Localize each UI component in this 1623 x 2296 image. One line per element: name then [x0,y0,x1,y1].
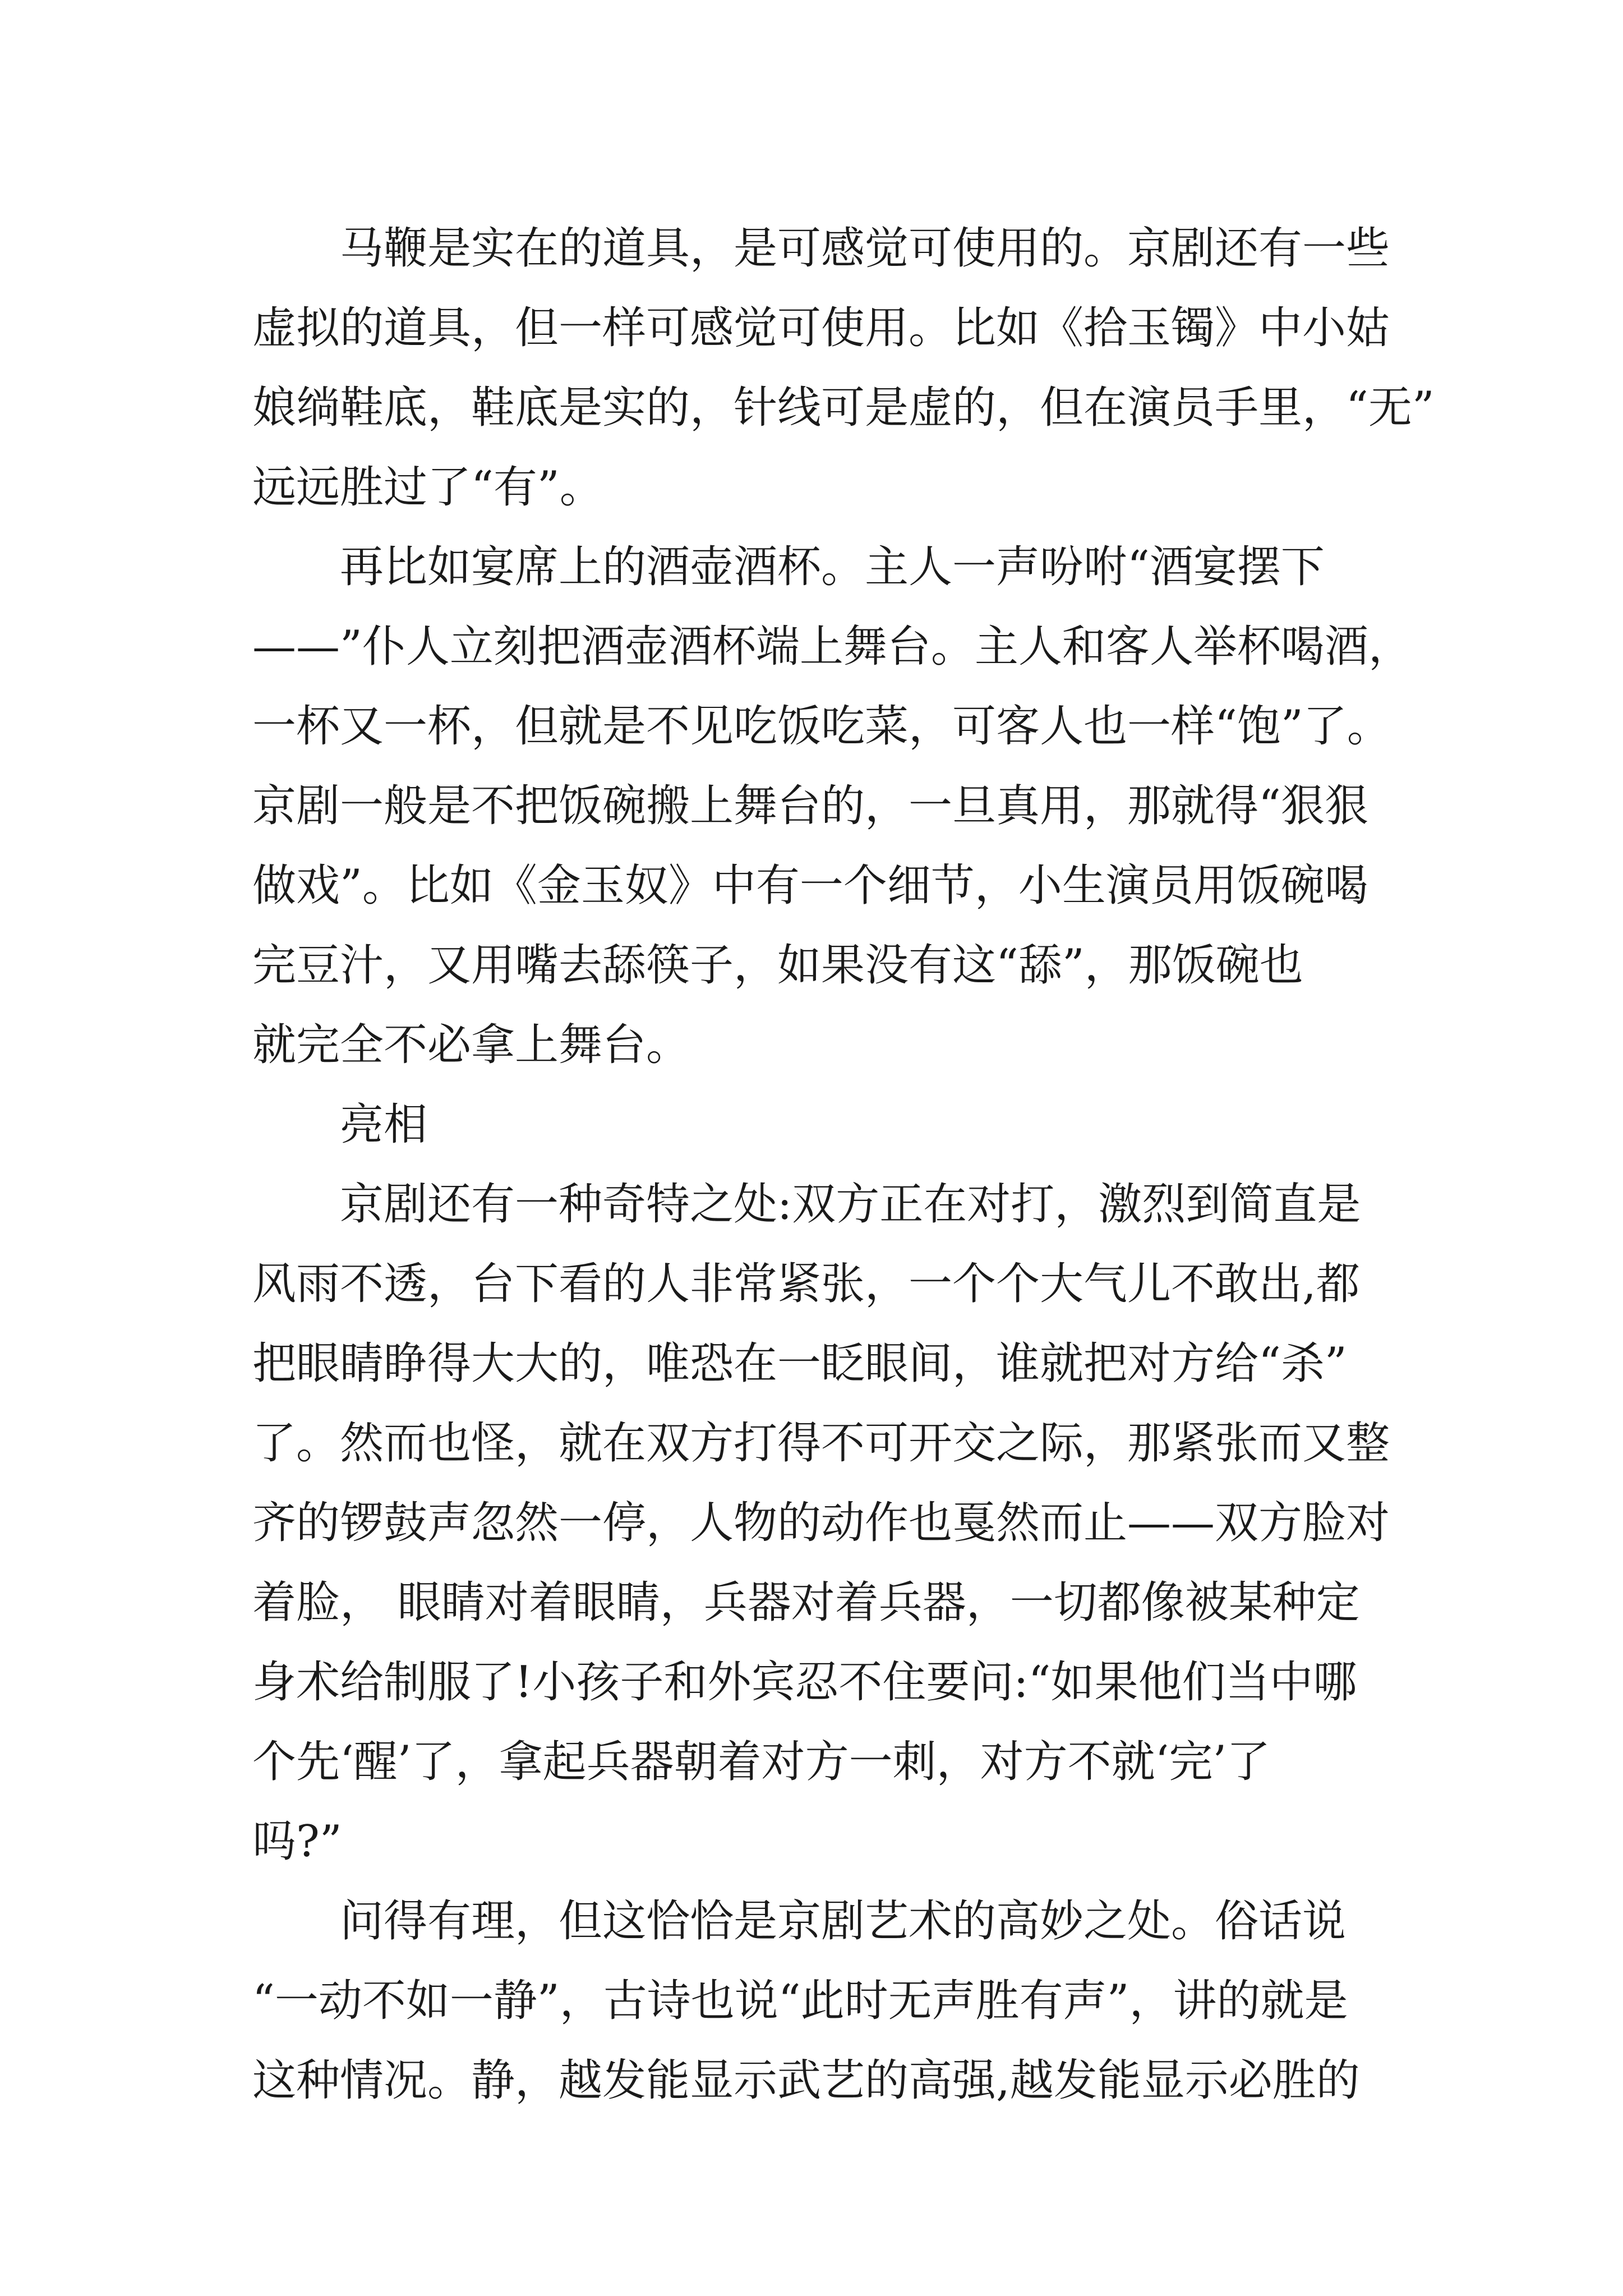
text-line: 着脸， 眼睛对着眼睛，兵器对着兵器，一切都像被某种定 [252,1577,1360,1628]
text-line: 把眼睛睁得大大的，唯恐在一眨眼间，谁就把对方给“杀” [252,1338,1347,1389]
text-line: 问得有理，但这恰恰是京剧艺术的高妙之处。俗话说 [340,1896,1347,1947]
text-line: ——”仆人立刻把酒壶酒杯端上舞台。主人和客人举杯喝酒， [252,622,1412,672]
text-line: 做戏”。比如《金玉奴》中有一个细节，小生演员用饭碗喝 [252,861,1368,911]
text-line: 京剧还有一种奇特之处:双方正在对打，激烈到简直是 [340,1179,1361,1230]
text-line: 马鞭是实在的道具，是可感觉可使用的。京剧还有一些 [340,223,1390,274]
text-line: 远远胜过了“有”。 [252,462,603,513]
text-line: 了。然而也怪，就在双方打得不可开交之际，那紧张而又整 [252,1418,1390,1469]
text-line: 再比如宴席上的酒壶酒杯。主人一声吩咐“酒宴摆下 [340,542,1325,592]
text-line: 齐的锣鼓声忽然一停，人物的动作也戛然而止——双方脸对 [252,1498,1390,1548]
text-line: 吗?” [252,1816,342,1867]
text-line: 虚拟的道具，但一样可感觉可使用。比如《拾玉镯》中小姑 [252,303,1390,353]
text-line: 完豆汁，又用嘴去舔筷子，如果没有这“舔”，那饭碗也 [252,940,1303,991]
text-line: 这种情况。静，越发能显示武艺的高强,越发能显示必胜的 [252,2055,1360,2106]
text-line: 一杯又一杯，但就是不见吃饭吃菜，可客人也一样“饱”了。 [252,701,1391,752]
text-line: 京剧一般是不把饭碗搬上舞台的，一旦真用，那就得“狠狠 [252,781,1368,831]
text-line: 个先‘醒’了，拿起兵器朝着对方一刺，对方不就‘完’了 [252,1737,1271,1787]
text-line: 风雨不透，台下看的人非常紧张，一个个大气儿不敢出,都 [252,1259,1360,1309]
body-text [252,209,1435,2120]
text-line: 身术给制服了!小孩子和外宾忍不住要问:“如果他们当中哪 [252,1657,1357,1708]
text-line: 娘绱鞋底，鞋底是实的，针线可是虚的，但在演员手里，“无” [252,383,1435,433]
text-line: “一动不如一静”，古诗也说“此时无声胜有声”，讲的就是 [252,1976,1348,2026]
text-line: 就完全不必拿上舞台。 [252,1020,690,1070]
section-heading: 亮相 [340,1099,428,1150]
